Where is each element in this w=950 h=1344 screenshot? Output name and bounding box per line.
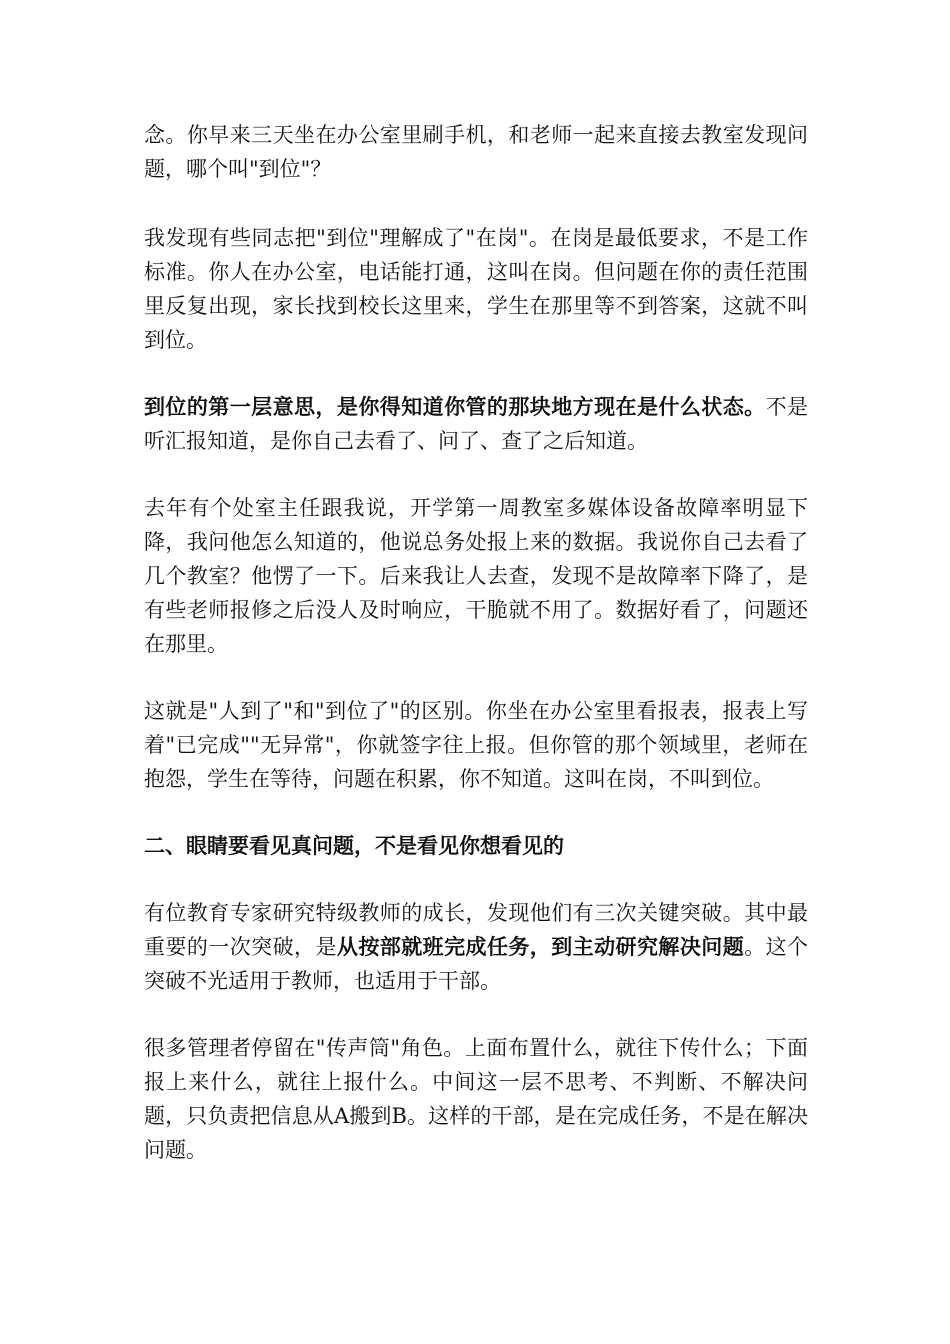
paragraph-7-before: 有位教育专家研究特级教师的成长，发现他们有三次关键突破。其中最重要的一次突破，是 (144, 901, 808, 959)
paragraph-1 (144, 118, 808, 186)
section-heading-2-text: 二、眼睛要看见真问题，不是看见你想看见的 (144, 833, 564, 858)
paragraph-5-text: 这就是"人到了"和"到位了"的区别。你坐在办公室里看报表，报表上写着"已完成""无异常"，你就签字往上报。但你管的那个领域里，老师在抱怨，学生在等待，问题在积累，你不知道。这叫在岗，不叫到位。 (144, 699, 808, 791)
paragraph-4 (144, 491, 808, 661)
paragraph-3-bold-lead: 到位的第一层意思，是你得知道你管的那块地方现在是什么状态。 (144, 394, 766, 419)
paragraph-2-text: 我发现有些同志把"到位"理解成了"在岗"。在岗是最低要求，不是工作标准。你人在办公室，电话能打通，这叫在岗。但问题在你的责任范围里反复出现，家长找到校长这里来，学生在那里等不到答案，这就不叫到位。 (144, 226, 808, 352)
paragraph-5 (144, 694, 808, 796)
paragraph-8-text: 很多管理者停留在"传声筒"角色。上面布置什么，就往下传什么；下面报上来什么，就往上报什么。中间这一层不思考、不判断、不解决问题，只负责把信息从A搬到B。这样的干部，是在完成任务，不是在解决问题。 (144, 1036, 808, 1162)
paragraph-3-text: 不是听汇报知道，是你自己去看了、问了、查了之后知道。 (144, 395, 809, 453)
paragraph-7-after: 。这个突破不光适用于教师，也适用于干部。 (144, 935, 809, 993)
paragraph-7-bold: 从按部就班完成任务，到主动研究解决问题 (336, 934, 745, 959)
paragraph-7 (144, 896, 808, 998)
paragraph-8 (144, 1031, 808, 1167)
paragraph-4-text: 去年有个处室主任跟我说，开学第一周教室多媒体设备故障率明显下降，我问他怎么知道的，他说总务处报上来的数据。我说你自己去看了几个教室？他愣了一下。后来我让人去查，发现不是故障率下降了，是有些老师报修之后没人及时响应，干脆就不用了。数据好看了，问题还在那里。 (144, 496, 808, 656)
section-heading-2 (144, 829, 808, 863)
paragraph-1-text: 念。你早来三天坐在办公室里刷手机，和老师一起来直接去教室发现问题，哪个叫"到位"？ (144, 123, 808, 181)
paragraph-2 (144, 221, 808, 357)
document-body (144, 118, 808, 1200)
paragraph-3 (144, 390, 808, 458)
